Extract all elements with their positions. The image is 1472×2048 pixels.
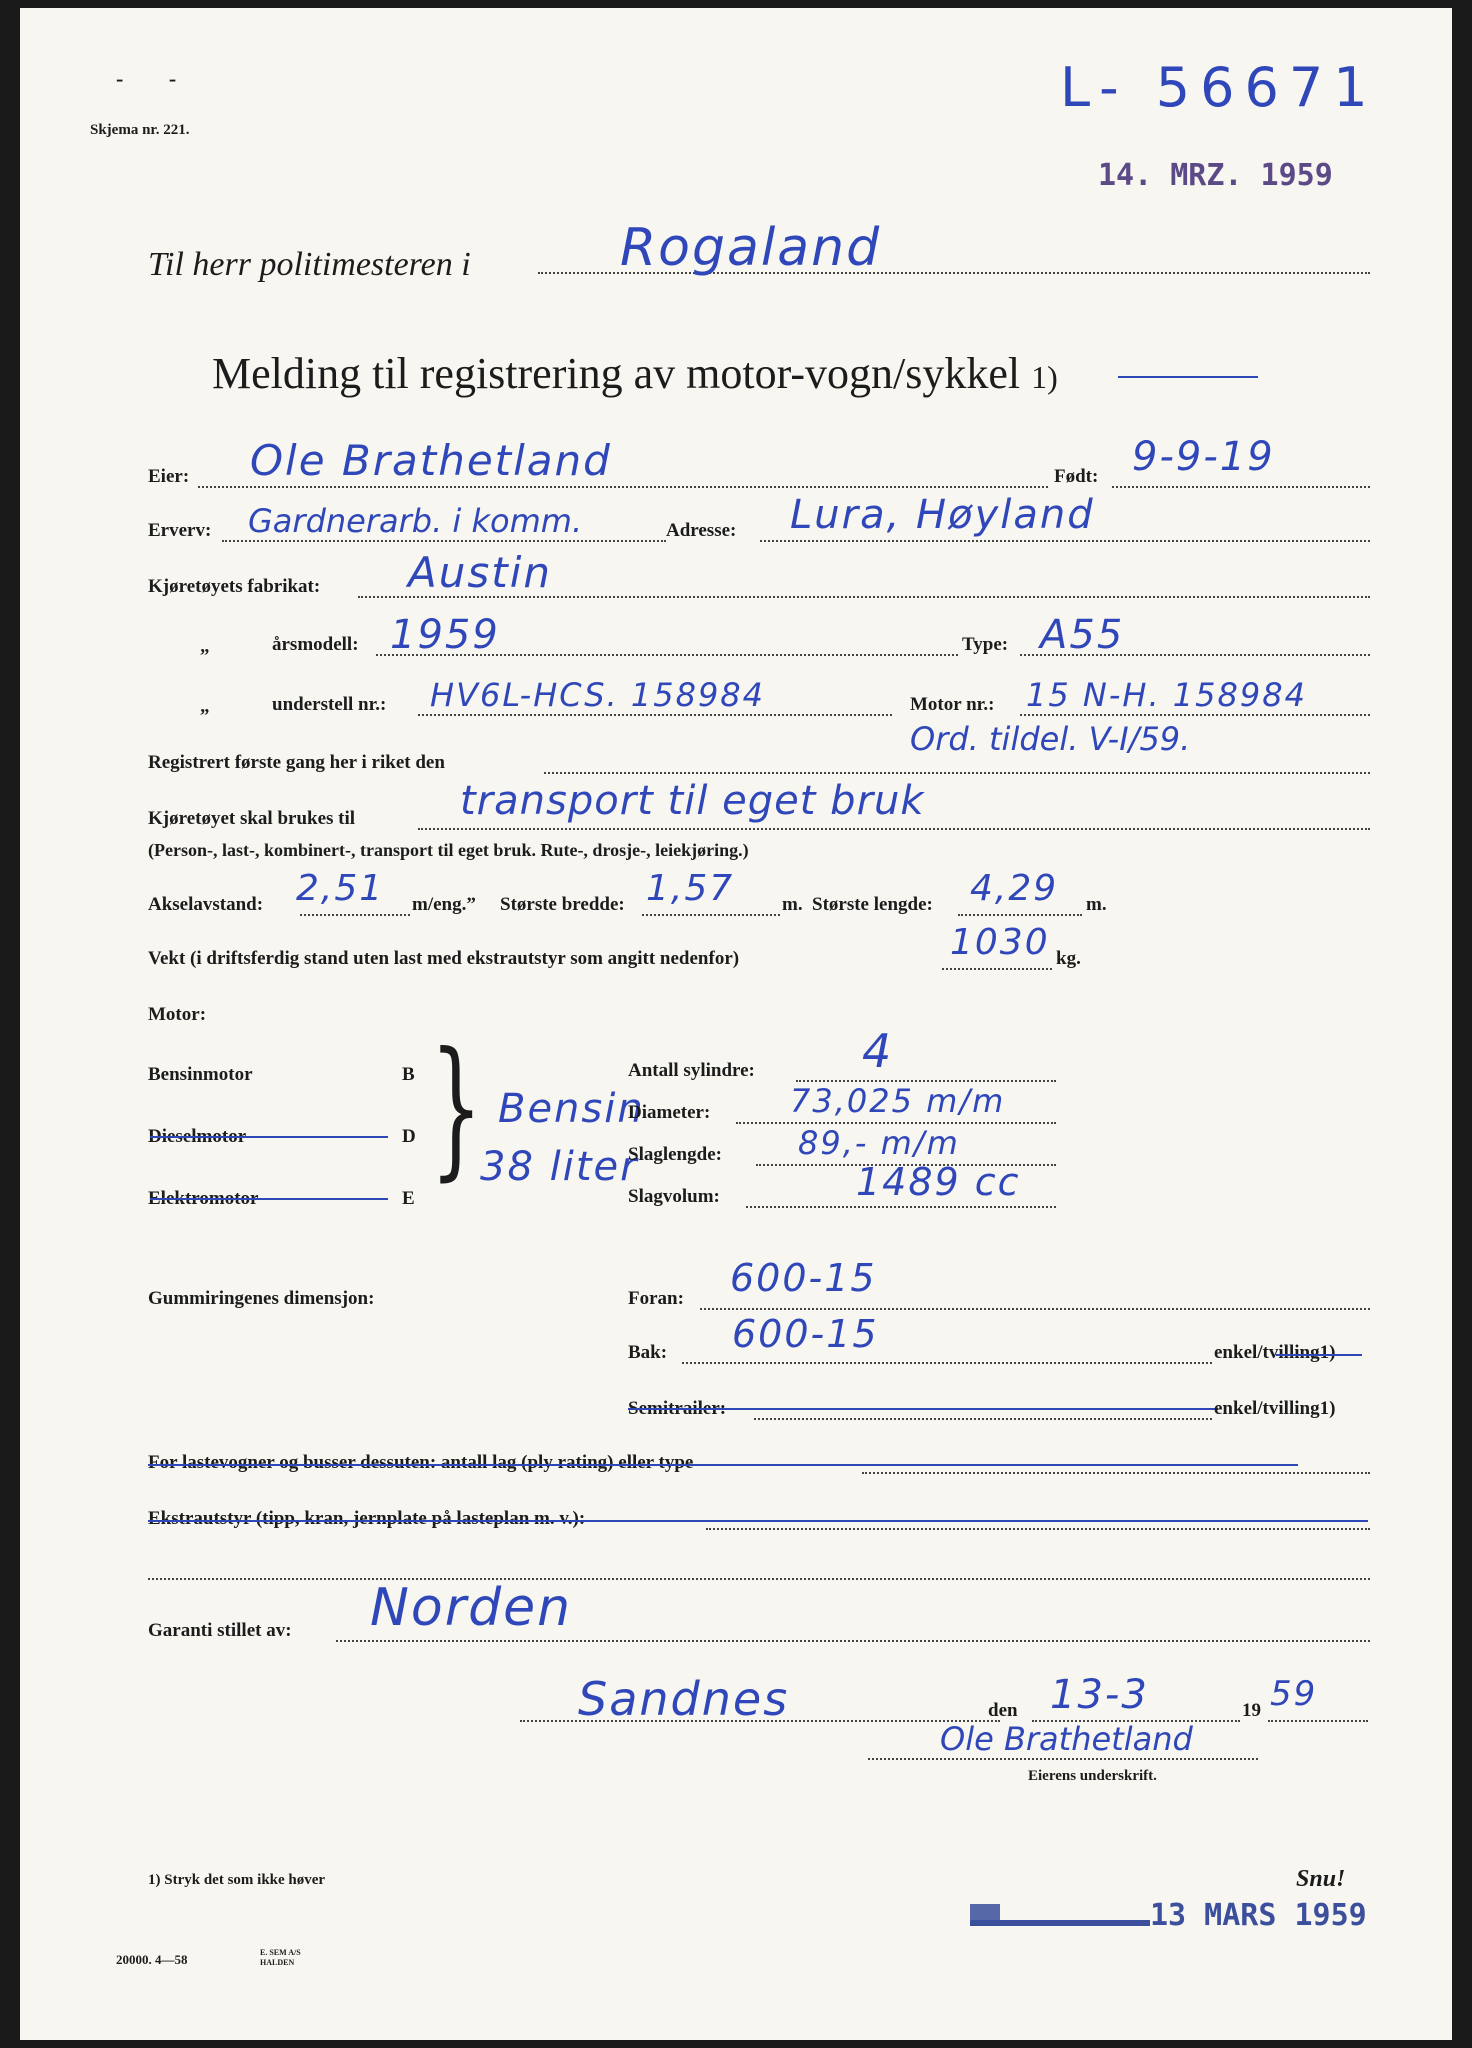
eier-line — [198, 486, 1048, 488]
motor-number-label: Motor nr.: — [910, 694, 995, 715]
cylinders-value: 4 — [862, 1024, 894, 1078]
width-line — [642, 914, 780, 916]
eier-label: Eier: — [148, 466, 190, 487]
motor-number-line — [1020, 714, 1370, 716]
title-text: Melding til registrering av motor-vogn/sykkel — [212, 349, 1021, 398]
year-prefix: 19 — [1242, 1700, 1261, 1721]
type-label: Type: — [962, 634, 1009, 655]
axle-unit: m/eng.” — [412, 894, 476, 915]
erverv-line — [222, 540, 666, 542]
first-registration-label: Registrert første gang her i riket den — [148, 752, 445, 773]
width-value: 1,57 — [646, 868, 735, 909]
width-label: Største bredde: — [500, 894, 625, 915]
form-number: Skjema nr. 221. — [90, 122, 190, 138]
footer-date-stamp: 13 MARS 1959 — [1150, 1898, 1367, 1933]
owner-born: 9-9-19 — [1132, 434, 1275, 480]
length-line — [958, 914, 1082, 916]
axle-line — [300, 914, 410, 916]
fodt-label: Født: — [1054, 466, 1099, 487]
police-district: Rogaland — [620, 218, 882, 278]
reference-number: L- 56671 — [1060, 56, 1378, 119]
motor-type-e: Elektromotor — [148, 1188, 259, 1209]
extra-blank-line — [148, 1578, 1370, 1580]
den-label: den — [988, 1700, 1018, 1721]
motor-number: 15 N-H. 158984 — [1026, 676, 1307, 714]
width-unit: m. — [782, 894, 803, 915]
signature-line — [868, 1758, 1258, 1760]
guarantee-label: Garanti stillet av: — [148, 1620, 292, 1641]
received-stamp: 14. MRZ. 1959 — [1098, 158, 1333, 193]
vehicle-year: 1959 — [390, 612, 500, 658]
diameter-label: Diameter: — [628, 1102, 711, 1123]
axle-value: 2,51 — [296, 868, 385, 909]
rear-footnote: 1) — [1319, 1342, 1336, 1363]
motor-code-d: D — [402, 1126, 416, 1147]
semitrailer-label: Semitrailer: — [628, 1398, 727, 1419]
rear-single-twin — [1214, 1342, 1335, 1364]
cylinders-label: Antall sylindre: — [628, 1060, 755, 1081]
erverv-label: Erverv: — [148, 520, 212, 541]
strike-diesel — [150, 1136, 388, 1138]
ditto-1: „ — [200, 636, 210, 657]
length-unit: m. — [1086, 894, 1107, 915]
motor-type-b: Bensinmotor — [148, 1064, 253, 1085]
semitrailer-line — [754, 1418, 1212, 1420]
print-info: 20000. 4—58 — [116, 1952, 188, 1967]
usage-options: (Person-, last-, kombinert-, transport til eget bruk. Rute-, drosje-, leiekjøring.) — [148, 840, 749, 860]
signing-place: Sandnes — [578, 1672, 790, 1726]
volume-value: 1489 cc — [856, 1160, 1021, 1204]
signing-year-line — [1268, 1720, 1368, 1722]
signing-date: 13-3 — [1050, 1672, 1149, 1718]
owner-address: Lura, Høyland — [790, 492, 1095, 538]
year-label: årsmodell: — [272, 634, 359, 655]
front-tyre-value: 600-15 — [730, 1256, 877, 1300]
page-title — [212, 348, 1058, 399]
chassis-label: understell nr.: — [272, 694, 387, 715]
vehicle-make: Austin — [408, 548, 552, 597]
length-value: 4,29 — [970, 868, 1059, 909]
form-sheet — [20, 8, 1452, 2040]
fuel-type: Bensin — [498, 1086, 645, 1132]
trucks-line — [862, 1472, 1370, 1474]
weight-label: Vekt (i driftsferdig stand uten last med ekstrautstyr som angitt nedenfor) — [148, 948, 740, 969]
footnote-text: 1) Stryk det som ikke høver — [148, 1872, 326, 1888]
strike-equipment — [148, 1520, 1368, 1522]
semitrailer-single-twin — [1214, 1398, 1335, 1420]
equipment-line — [706, 1528, 1370, 1530]
guarantee-line — [336, 1640, 1370, 1642]
printer-mark: E. SEM A/S HALDEN — [260, 1948, 301, 1967]
tyres-label: Gummiringenes dimensjon: — [148, 1288, 375, 1309]
guarantee-value: Norden — [370, 1578, 573, 1638]
volume-line — [746, 1206, 1056, 1208]
front-tyre-label: Foran: — [628, 1288, 684, 1309]
rear-tyre-label: Bak: — [628, 1342, 668, 1363]
address-prefix: Til herr politimesteren i — [148, 246, 471, 283]
motor-type-d: Dieselmotor — [148, 1126, 247, 1147]
usage-line — [418, 828, 1370, 830]
weight-unit: kg. — [1056, 948, 1081, 969]
first-registration-line — [544, 772, 1370, 774]
title-footnote: 1) — [1031, 359, 1058, 395]
semitrailer-footnote: 1) — [1319, 1398, 1336, 1419]
rear-single-twin-text: enkel/tvilling — [1214, 1342, 1320, 1363]
owner-name: Ole Brathetland — [250, 436, 612, 485]
rear-tyre-value: 600-15 — [732, 1312, 879, 1356]
trucks-label: For lastevogner og busser dessuten: antall lag (ply rating) eller type — [148, 1452, 694, 1473]
ditto-2: „ — [200, 696, 210, 717]
strike-semitrailer — [628, 1408, 1218, 1410]
strike-electric — [150, 1198, 388, 1200]
registration-note: Ord. tildel. V-I/59. — [910, 720, 1191, 758]
tank-size: 38 liter — [480, 1144, 639, 1190]
motor-code-e: E — [402, 1188, 415, 1209]
adresse-line — [760, 540, 1370, 542]
turn-page-text: Snu! — [1296, 1866, 1346, 1892]
weight-value: 1030 — [950, 922, 1050, 963]
stroke-value: 89,- m/m — [798, 1124, 960, 1162]
fodt-line — [1112, 486, 1370, 488]
stroke-label: Slaglengde: — [628, 1144, 722, 1165]
strike-twin — [1276, 1354, 1362, 1356]
motor-heading: Motor: — [148, 1004, 207, 1025]
semitrailer-single-twin-text: enkel/tvilling — [1214, 1398, 1320, 1419]
owner-signature: Ole Brathetland — [940, 1720, 1193, 1758]
strike-sykkel — [1118, 376, 1258, 378]
front-tyre-line — [700, 1308, 1370, 1310]
vehicle-type: A55 — [1040, 612, 1125, 658]
strike-trucks — [148, 1464, 1298, 1466]
axle-label: Akselavstand: — [148, 894, 264, 915]
stamp-block — [970, 1904, 1000, 1926]
signing-year-suffix: 59 — [1270, 1674, 1318, 1714]
make-label: Kjøretøyets fabrikat: — [148, 576, 321, 597]
motor-brace: } — [430, 1021, 483, 1195]
chassis-number: HV6L-HCS. 158984 — [430, 676, 766, 714]
motor-code-b: B — [402, 1064, 415, 1085]
weight-line — [942, 968, 1052, 970]
equipment-label: Ekstrautstyr (tipp, kran, jernplate på lasteplan m. v.): — [148, 1508, 586, 1529]
owner-occupation: Gardnerarb. i komm. — [248, 502, 583, 540]
chassis-line — [418, 714, 892, 716]
rear-tyre-line — [682, 1362, 1212, 1364]
length-label: Største lengde: — [812, 894, 933, 915]
signature-caption: Eierens underskrift. — [1028, 1768, 1157, 1784]
adresse-label: Adresse: — [666, 520, 737, 541]
diameter-value: 73,025 m/m — [790, 1082, 1006, 1120]
usage-label: Kjøretøyet skal brukes til — [148, 808, 356, 829]
volume-label: Slagvolum: — [628, 1186, 720, 1207]
dash-marks: - - — [116, 66, 197, 91]
vehicle-usage: transport til eget bruk — [460, 778, 925, 824]
